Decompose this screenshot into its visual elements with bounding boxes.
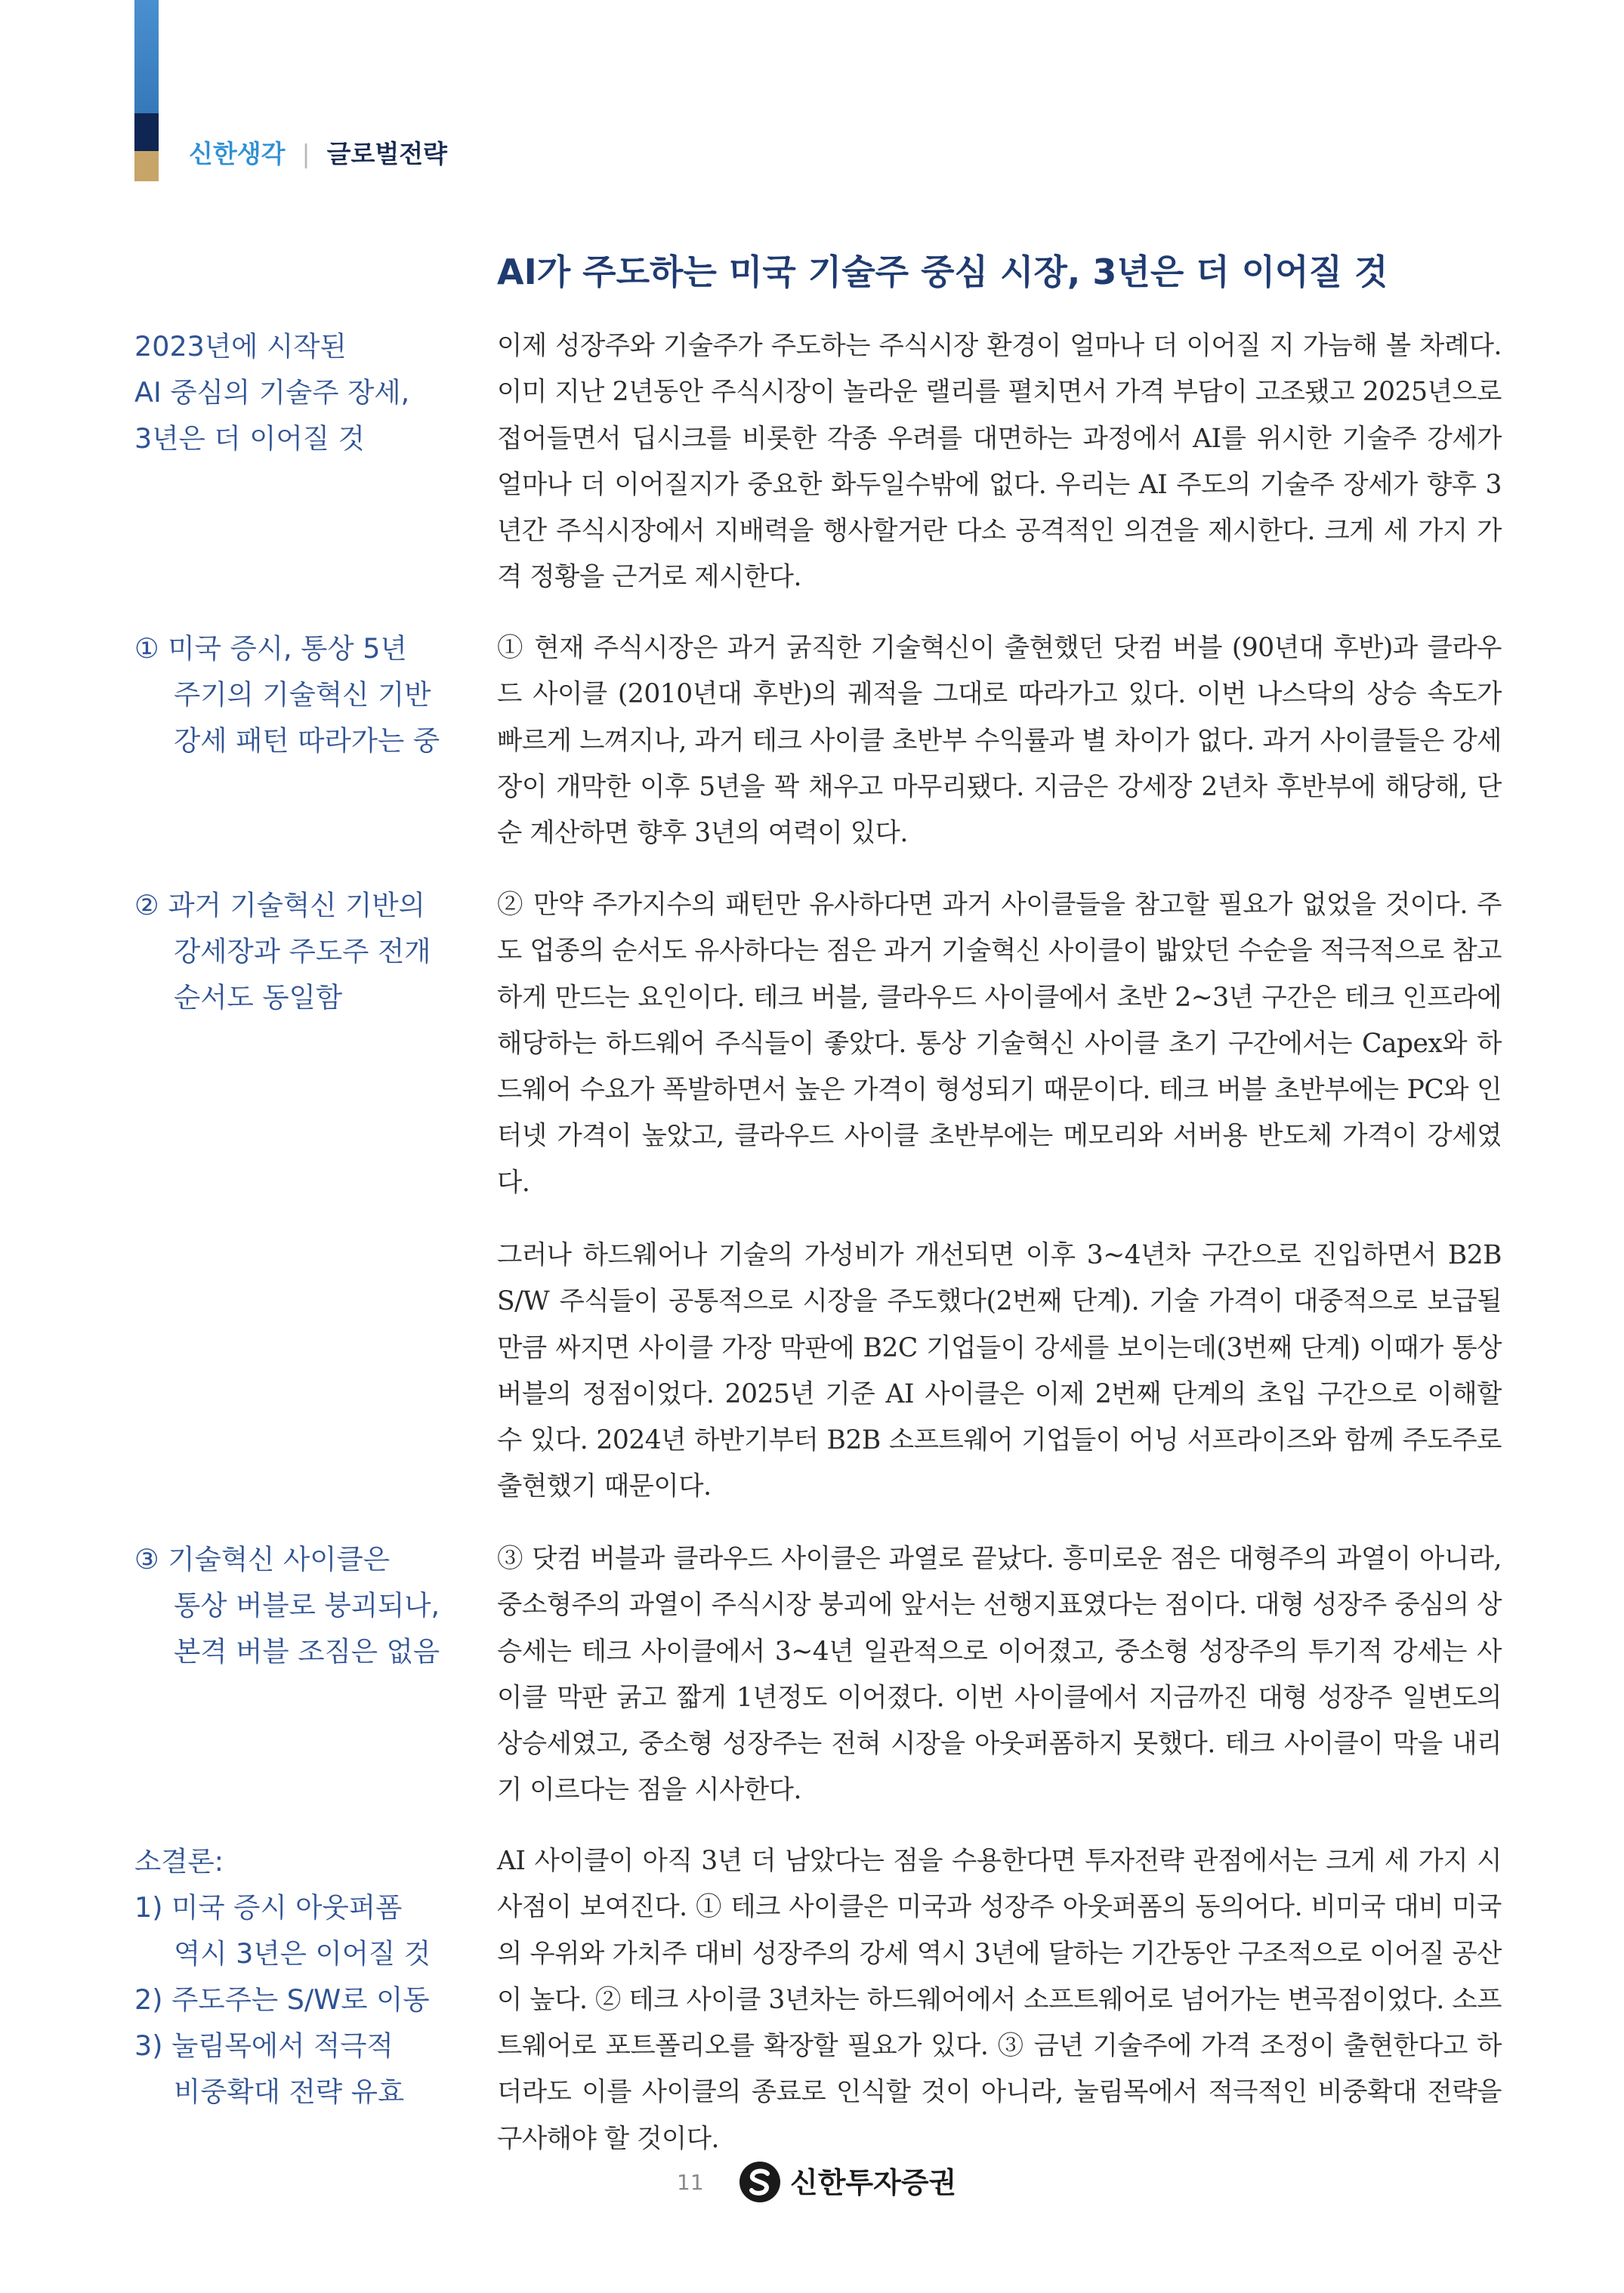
body-paragraph: ① 현재 주식시장은 과거 굵직한 기술혁신이 출현했던 닷컴 버블 (90년대 후반)과 클라우드 사이클 (2010년대 후반)의 궤적을 그대로 따라가고 있다. 이번 나스닥의 상승 속도가 빠르게 느껴지나, 과거 테크 사이클 초반부 수익률과 별 차이가 없다. 과거 사이클들은 강세장이 개막한 이후 5년을 꽉 채우고 마무리됐다. 지금은 강세장 2년차 후반부에 해당해, 단순 계산하면 향후 3년의 여력이 있다.	[497, 633, 1502, 849]
body-paragraph: 그러나 하드웨어나 기술의 가성비가 개선되면 이후 3~4년차 구간으로 진입하면서 B2B S/W 주식들이 공통적으로 시장을 주도했다(2번째 단계). 기술 가격이 대중적으로 보급될만큼 싸지면 사이클 가장 막판에 B2C 기업들이 강세를 보이는데(3번째 단계) 이때가 통상 버블의 정점이었다. 2025년 기준 AI 사이클은 이제 2번째 단계의 초입 구간으로 이해할 수 있다. 2024년 하반기부터 B2B 소프트웨어 기업들이 어닝 서프라이즈와 함께 주도주로 출현했기 때문이다.	[497, 1240, 1502, 1502]
breadcrumb-category: 글로벌전략	[326, 139, 448, 168]
side-summary-line: 비중확대 전략 유효	[174, 2075, 405, 2108]
shinhan-s-logo-icon	[739, 2161, 781, 2203]
side-summary	[134, 1536, 467, 1674]
side-summary-line: ① 미국 증시, 통상 5년	[134, 632, 407, 665]
page-footer	[0, 2156, 1624, 2209]
side-summary-line: 2) 주도주는 S/W로 이동	[134, 1983, 430, 2016]
side-summary-line: 순서도 동일함	[174, 981, 343, 1014]
side-summary-line: 2023년에 시작된	[134, 330, 347, 363]
breadcrumb	[189, 139, 447, 169]
body-paragraph: ② 만약 주가지수의 패턴만 유사하다면 과거 사이클들을 참고할 필요가 없었을 것이다. 주도 업종의 순서도 유사하다는 점은 과거 기술혁신 사이클이 밟았던 수순을 적극적으로 참고하게 만드는 요인이다. 테크 버블, 클라우드 사이클에서 초반 2~3년 구간은 테크 인프라에 해당하는 하드웨어 주식들이 좋았다. 통상 기술혁신 사이클 초기 구간에서는 Capex와 하드웨어 수요가 폭발하면서 높은 가격이 형성되기 때문이다. 테크 버블 초반부에는 PC와 인터넷 가격이 높았고, 클라우드 사이클 초반부에는 메모리와 서버용 반도체 가격이 강세였다.	[497, 890, 1502, 1198]
body-paragraph: AI 사이클이 아직 3년 더 남았다는 점을 수용한다면 투자전략 관점에서는 크게 세 가지 시사점이 보여진다. ① 테크 사이클은 미국과 성장주 아웃퍼폼의 동의어다. 비미국 대비 미국의 우위와 가치주 대비 성장주의 강세 역시 3년에 달하는 기간동안 구조적으로 이어질 공산이 높다. ② 테크 사이클 3년차는 하드웨어에서 소프트웨어로 넘어가는 변곡점이었다. 소프트웨어로 포트폴리오를 확장할 필요가 있다. ③ 금년 기술주에 가격 조정이 출현한다고 하더라도 이를 사이클의 종료로 인식할 것이 아니라, 눌림목에서 적극적인 비중확대 전략을 구사해야 할 것이다.	[497, 1846, 1502, 2154]
side-summary-line: ③ 기술혁신 사이클은	[134, 1543, 390, 1575]
side-summary	[134, 323, 467, 461]
side-summary-line: 강세장과 주도주 전개	[174, 935, 431, 968]
side-summary-line: ② 과거 기술혁신 기반의	[134, 889, 425, 921]
side-summary-line: 통상 버블로 붕괴되나,	[174, 1589, 440, 1622]
side-summary-line: 3년은 더 이어질 것	[134, 422, 365, 455]
side-summary	[134, 625, 467, 764]
side-summary	[134, 1838, 467, 2115]
brand-name: 신한투자증권	[790, 2166, 957, 2199]
side-summary-line: AI 중심의 기술주 장세,	[134, 376, 410, 409]
side-summary	[134, 882, 467, 1020]
body-paragraph: ③ 닷컴 버블과 클라우드 사이클은 과열로 끝났다. 흥미로운 점은 대형주의 과열이 아니라, 중소형주의 과열이 주식시장 붕괴에 앞서는 선행지표였다는 점이다. 대형 성장주 중심의 상승세는 테크 사이클에서 3~4년 일관적으로 이어졌고, 중소형 성장주의 투기적 강세는 사이클 막판 굵고 짧게 1년정도 이어졌다. 이번 사이클에서 지금까진 대형 성장주 일변도의 상승세였고, 중소형 성장주는 전혀 시장을 아웃퍼폼하지 못했다. 테크 사이클이 막을 내리기 이르다는 점을 시사한다.	[497, 1544, 1502, 1806]
page-title: AI가 주도하는 미국 기술주 중심 시장, 3년은 더 이어질 것	[497, 252, 1388, 292]
breadcrumb-section: 신한생각	[189, 139, 286, 168]
header-accent-bar-gold	[134, 151, 159, 181]
page-number: 11	[677, 2170, 704, 2195]
breadcrumb-separator: |	[301, 139, 310, 168]
side-summary-line: 본격 버블 조짐은 없음	[174, 1635, 440, 1668]
side-summary-line: 주기의 기술혁신 기반	[174, 678, 431, 711]
side-summary-line: 1) 미국 증시 아웃퍼폼	[134, 1891, 403, 1924]
side-summary-line: 3) 눌림목에서 적극적	[134, 2029, 394, 2062]
side-summary-line: 강세 패턴 따라가는 중	[174, 724, 440, 757]
header-accent-bar-blue	[134, 0, 159, 113]
body-paragraph: 이제 성장주와 기술주가 주도하는 주식시장 환경이 얼마나 더 이어질 지 가늠해 볼 차례다. 이미 지난 2년동안 주식시장이 놀라운 랠리를 펼치면서 가격 부담이 고조됐고 2025년으로 접어들면서 딥시크를 비롯한 각종 우려를 대면하는 과정에서 AI를 위시한 기술주 강세가 얼마나 더 이어질지가 중요한 화두일수밖에 없다. 우리는 AI 주도의 기술주 장세가 향후 3년간 주식시장에서 지배력을 행사할거란 다소 공격적인 의견을 제시한다. 크게 세 가지 가격 정황을 근거로 제시한다.	[497, 331, 1502, 593]
side-summary-line: 소결론:	[134, 1845, 224, 1878]
header-accent-bar-navy	[134, 113, 159, 151]
side-summary-line: 역시 3년은 이어질 것	[174, 1937, 431, 1970]
